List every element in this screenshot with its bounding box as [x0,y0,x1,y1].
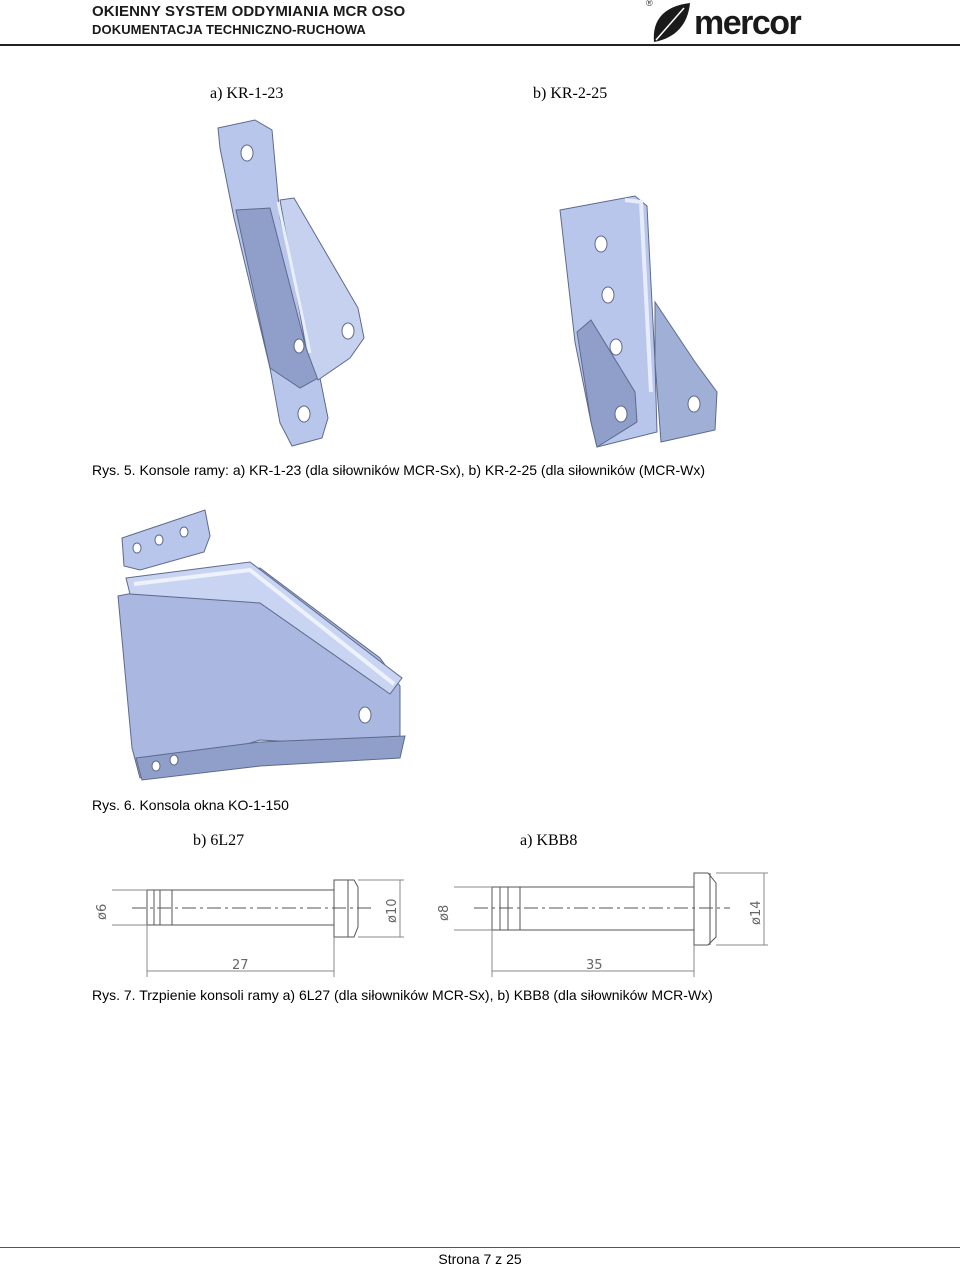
header-subtitle: DOKUMENTACJA TECHNICZNO-RUCHOWA [92,22,366,37]
pin-kbb8-length: 35 [586,958,603,973]
logo-wordmark: mercor [694,4,801,42]
pin-kbb8-small-diameter: ø8 [437,904,452,921]
pin-6l27-small-diameter: ø6 [95,903,110,920]
fig7-label-a: a) KBB8 [520,832,578,849]
fig5-caption: Rys. 5. Konsole ramy: a) KR-1-23 (dla siłowników MCR-Sx), b) KR-2-25 (dla siłowników (MCR-Wx) [92,462,706,478]
page-number: Strona 7 z 25 [438,1251,522,1267]
bracket-ko-1-150-drawing [110,508,410,783]
header-title: OKIENNY SYSTEM ODDYMIANIA MCR OSO [92,3,406,20]
fig7-label-b: b) 6L27 [193,832,245,849]
bracket-kr-1-23-drawing [210,118,370,458]
fig5-label-b: b) KR-2-25 [533,85,608,102]
pin-6l27-length: 27 [232,958,249,973]
pin-6l27-large-diameter: ø10 [385,898,400,923]
fig6-caption: Rys. 6. Konsola okna KO-1-150 [92,797,289,813]
footer-rule [0,1247,960,1248]
logo-registered-mark: ® [646,0,653,8]
fig7-caption: Rys. 7. Trzpienie konsoli ramy a) 6L27 (dla siłowników MCR-Sx), b) KBB8 (dla siłowników MCR-Wx) [92,987,713,1003]
pin-6l27-drawing [92,865,412,980]
bracket-kr-2-25-drawing [555,192,725,452]
pin-kbb8-large-diameter: ø14 [749,900,764,925]
fig5-label-a: a) KR-1-23 [210,85,284,102]
pin-kbb8-drawing [430,865,770,980]
header-rule [0,44,960,46]
mercor-logo [644,0,834,46]
